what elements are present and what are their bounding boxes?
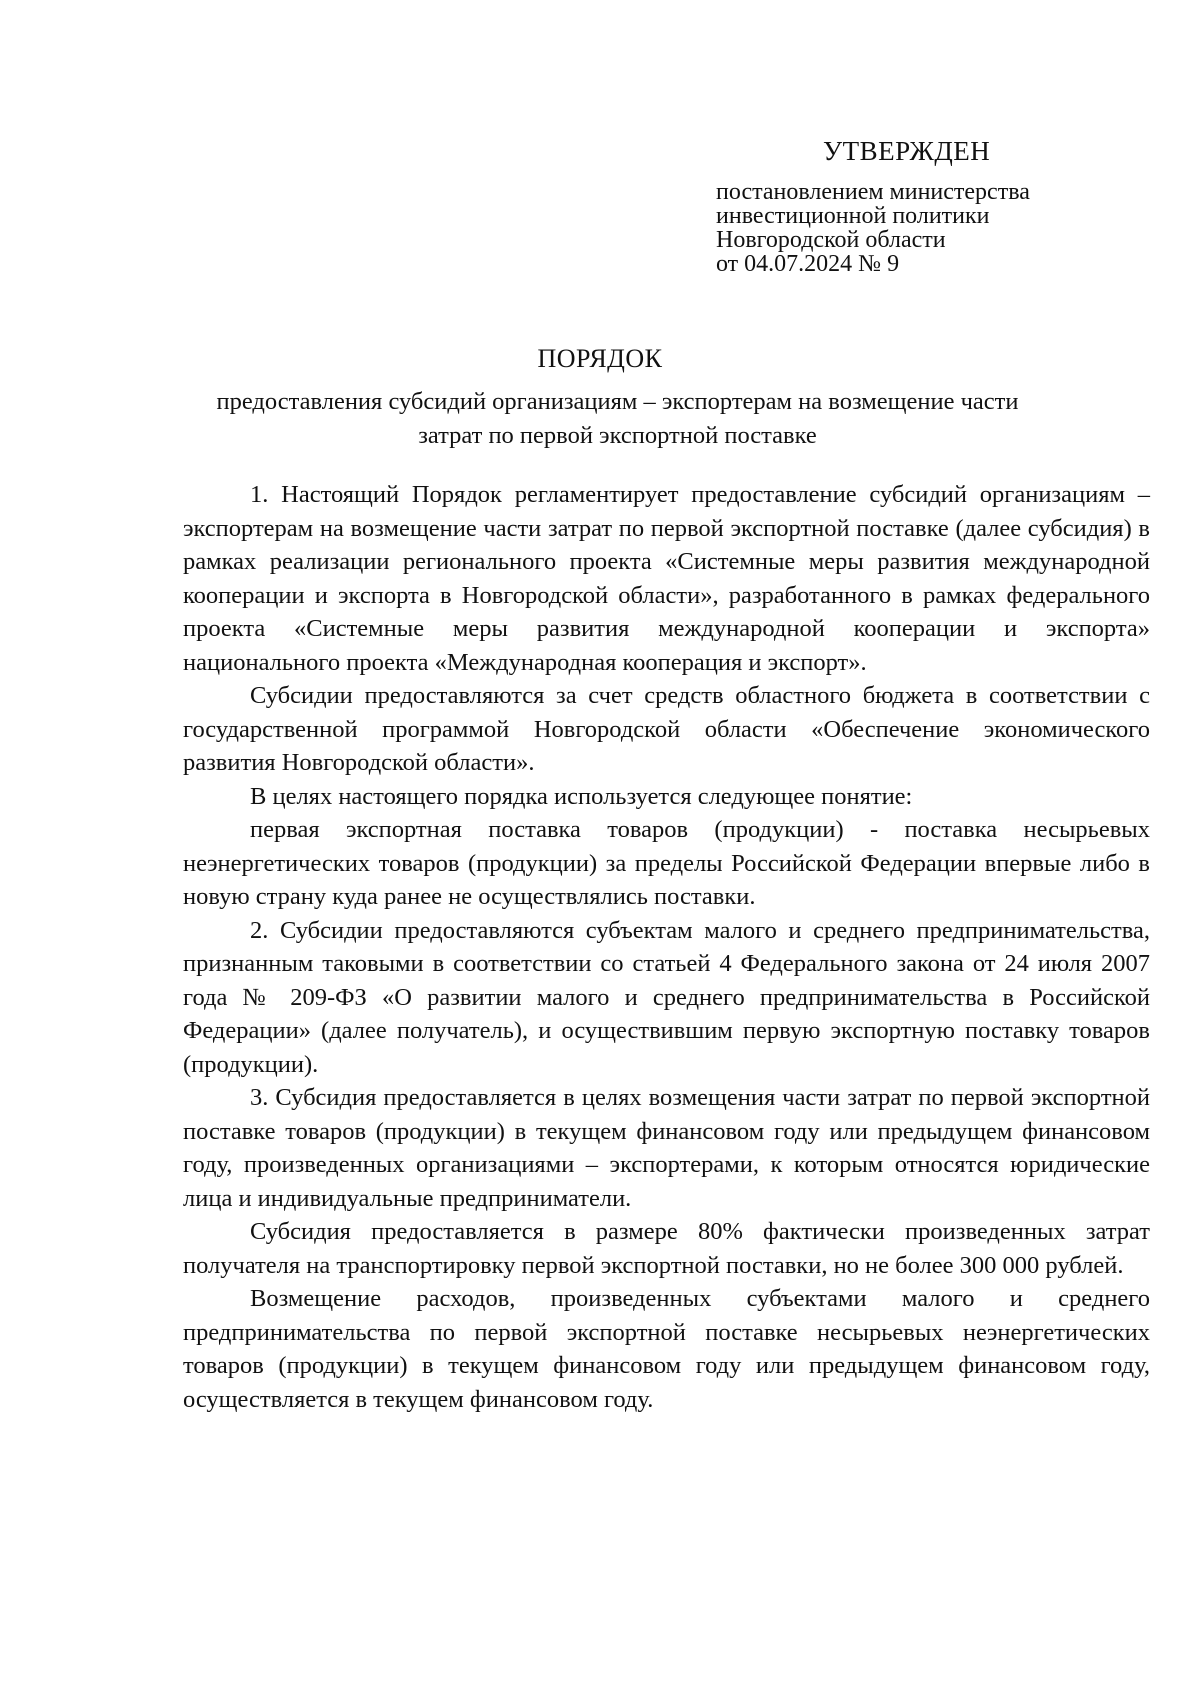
paragraph-1: 1. Настоящий Порядок регламентирует предоставление субсидий организациям – экспортерам на возмещение части затрат по первой экспортной поставке (далее субсидия) в рамках реализации регионального проекта «Системные меры развития международной кооперации и экспорта в Новгородской области», разработанного в рамках федерального проекта «Системные меры развития международной кооперации и экспорта» национального проекта «Международная кооперация и экспорт».: [183, 481, 1150, 676]
approval-line-1: постановлением министерства: [716, 179, 1030, 205]
document-subtitle: [170, 385, 1065, 453]
subtitle-line-1: предоставления субсидий организациям – экспортерам на возмещение части: [216, 388, 1019, 415]
paragraph-5: 2. Субсидии предоставляются субъектам малого и среднего предпринимательства, признанным таковыми в соответствии со статьей 4 Федерального закона от 24 июля 2007 года № 209-ФЗ «О развитии малого и среднего предпринимательства в Российской Федерации» (далее получатель), и осуществившим первую экспортную поставку товаров (продукции).: [183, 916, 1150, 1078]
document-body: [183, 478, 1150, 1416]
paragraph-2: Субсидии предоставляются за счет средств областного бюджета в соответствии с государственной программой Новгородской области «Обеспечение экономического развития Новгородской области».: [183, 682, 1150, 776]
approval-title: УТВЕРЖДЕН: [823, 136, 991, 166]
approval-block: [716, 136, 1176, 276]
paragraph-3: В целях настоящего порядка используется следующее понятие:: [250, 782, 913, 810]
subtitle-line-2: затрат по первой экспортной поставке: [418, 422, 817, 449]
paragraph-4: первая экспортная поставка товаров (продукции) - поставка несырьевых неэнергетических товаров (продукции) за пределы Российской Федерации впервые либо в новую страну куда ранее не осуществлялись поставки.: [183, 816, 1150, 910]
approval-line-2: инвестиционной политики: [716, 203, 990, 229]
approval-line-3: Новгородской области: [716, 227, 946, 253]
approval-line-4: от 04.07.2024 № 9: [716, 251, 900, 277]
paragraph-7: Субсидия предоставляется в размере 80% фактически произведенных затрат получателя на транспортировку первой экспортной поставки, но не более 300 000 рублей.: [183, 1218, 1150, 1279]
paragraph-6: 3. Субсидия предоставляется в целях возмещения части затрат по первой экспортной поставке товаров (продукции) в текущем финансовом году или предыдущем финансовом году, произведенных организациями – экспортерами, к которым относятся юридические лица и индивидуальные предприниматели.: [183, 1084, 1150, 1212]
paragraph-8: Возмещение расходов, произведенных субъектами малого и среднего предпринимательства по первой экспортной поставке несырьевых неэнергетических товаров (продукции) в текущем финансовом году или предыдущем финансовом году, осуществляется в текущем финансовом году.: [183, 1285, 1150, 1413]
document-title: ПОРЯДОК: [537, 344, 663, 373]
